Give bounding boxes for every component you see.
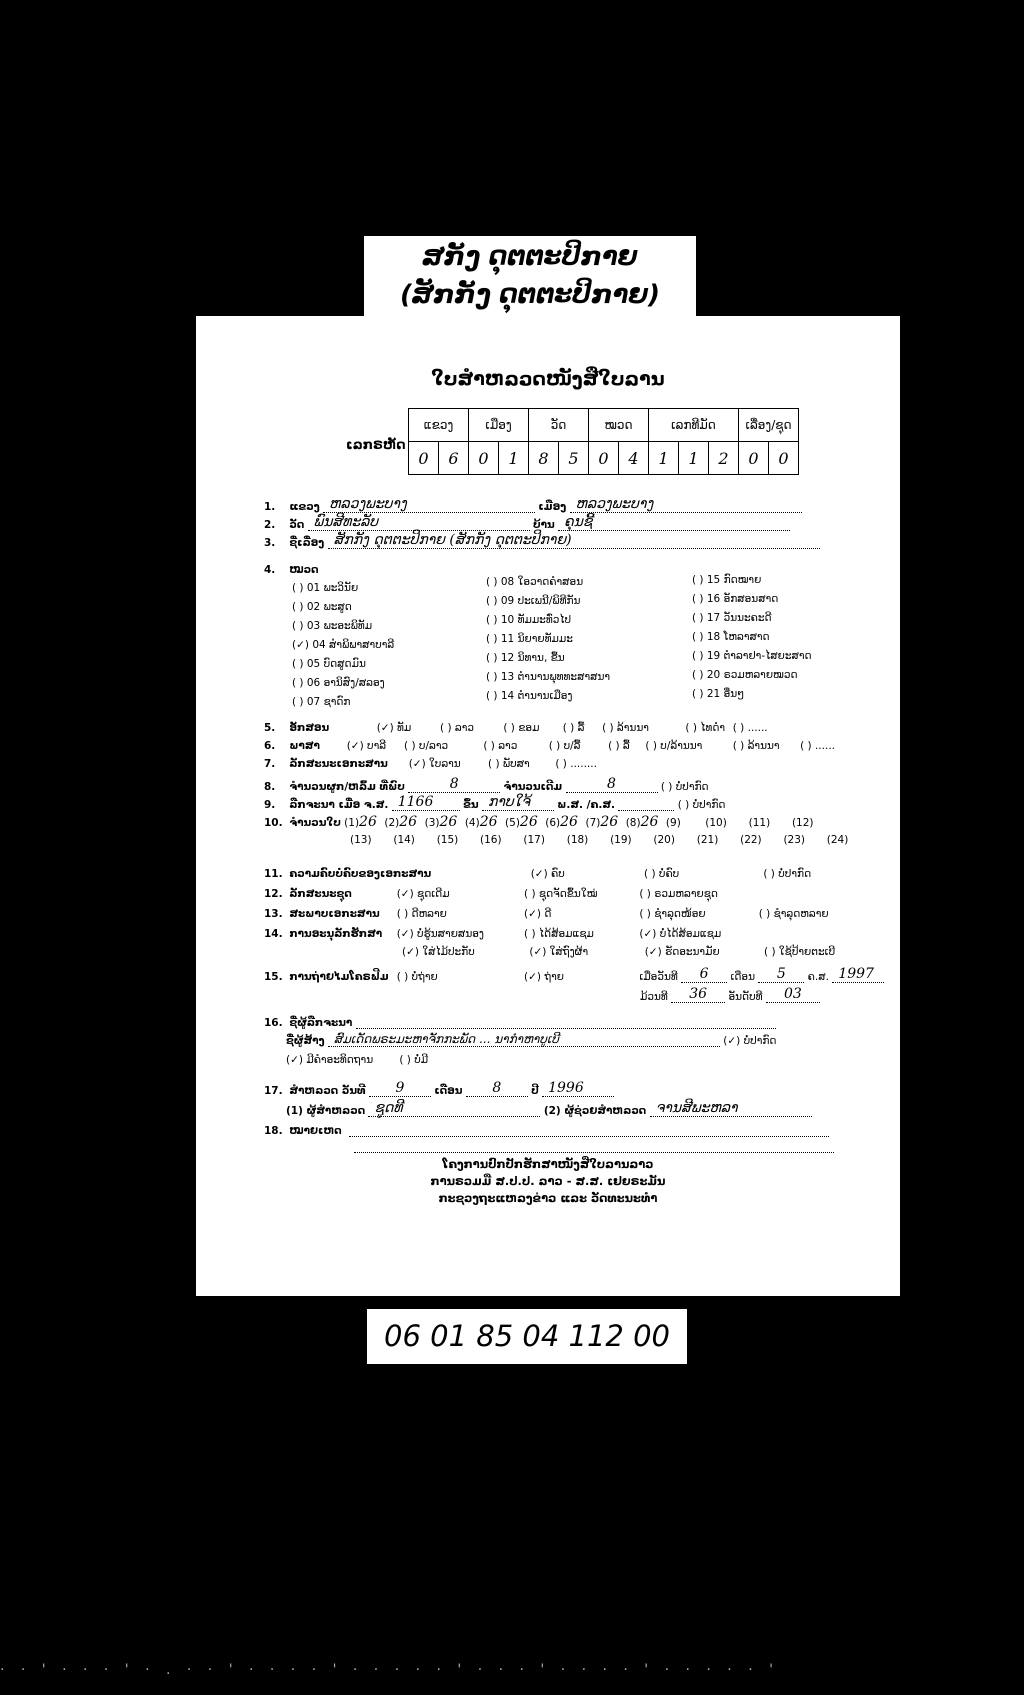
leaf-index: (22) xyxy=(740,834,762,846)
category-option: ( ) 15 ກົດໝາຍ xyxy=(692,574,762,586)
assistant-value: ຈານສີພະຫລາ xyxy=(650,1100,812,1117)
ref-digit: 0 xyxy=(589,442,619,475)
leaf-index: (3) xyxy=(424,817,440,829)
category-option: ( ) 18 ໂຫລາສາດ xyxy=(692,631,770,643)
language-option: ( ) ...... xyxy=(800,740,835,752)
language-option: (✓) ບາລີ xyxy=(346,740,387,752)
leaf-index: (20) xyxy=(653,834,675,846)
row-scribe xyxy=(264,1014,776,1029)
row-number: 8. xyxy=(264,781,276,793)
row-condition xyxy=(264,908,829,920)
script-option: ( ) ລາວ xyxy=(440,722,475,734)
remarks-line xyxy=(349,1122,829,1137)
category-option: ( ) 21 ອື່ນໆ xyxy=(692,688,745,700)
bundle-count-label: ຈໍານວນຜູກ/ຫລົ້ມ ທີ່ພົບ xyxy=(289,781,405,793)
category-option: ( ) 10 ທັມມະທົ່ວໄປ xyxy=(486,614,572,626)
row-number: 10. xyxy=(264,817,283,829)
ref-code-label: ເລກຣຫັດ xyxy=(346,438,406,453)
scribe-label: ຊື່ຜູ້ລືກຈະນາ xyxy=(289,1017,353,1029)
row-number: 11. xyxy=(264,868,283,880)
title-line-2: (ສັກກັງ ດຸຕຕະປິກາຍ) xyxy=(399,280,661,310)
district-label: ເມືອງ xyxy=(538,501,567,513)
category-option: (✓) 04 ສໍາພິພາສາບາລີ xyxy=(292,639,395,651)
ref-digit: 5 xyxy=(559,442,589,475)
condition-option: ( ) ຊໍາລຸດຫລາຍ xyxy=(758,908,829,920)
completeness-option: ( ) ບໍ່ປາກົດ xyxy=(763,868,812,880)
script-option: (✓) ທັມ xyxy=(376,722,412,734)
doc-type-label: ລັກສະນະເອກະສານ xyxy=(289,758,388,770)
ref-header-title: ເລື່ອງ/ຊຸດ xyxy=(739,409,799,442)
category-option: ( ) 20 ຣວມຫລາຍໝວດ xyxy=(692,669,798,681)
leaf-index: (23) xyxy=(783,834,805,846)
conservation-option: (✓) ໃສ່ໄມ້ປະກັບ xyxy=(402,946,475,958)
row-microfilm xyxy=(264,966,884,983)
language-option: ( ) ລື້ xyxy=(608,740,630,752)
leaf-index: (1) xyxy=(344,817,360,829)
leaf-index: (13) xyxy=(350,834,372,846)
leaf-count-value: 26 xyxy=(439,814,458,830)
province-value: ຫລວງພະບາງ xyxy=(323,496,535,513)
leaf-count-value: 26 xyxy=(560,814,578,830)
microfilm-date-label: ເມື່ອວັນທີ xyxy=(639,971,678,983)
microfilm-year-label: ຄ.ສ. xyxy=(807,971,829,983)
leaf-count-value: 26 xyxy=(519,814,538,830)
unknown-option: ( ) ບໍ່ປາກົດ xyxy=(677,799,726,811)
condition-option: ( ) ດີຫລາຍ xyxy=(396,908,447,920)
ref-digit: 0 xyxy=(769,442,799,475)
leaf-index: (9) xyxy=(665,817,681,829)
ref-digit: 0 xyxy=(469,442,499,475)
footer-line: ໂຄງການປົກປັກຮັກສາໜັງສືໃບລານລາວ xyxy=(442,1157,654,1171)
remarks-line xyxy=(354,1138,834,1153)
conservation-option: (✓) ບໍ່ຮູ້ນສາຍສນອງ xyxy=(396,928,484,940)
language-label: ພາສາ xyxy=(289,740,320,752)
language-option: ( ) ລາວ xyxy=(483,740,518,752)
ref-digit: 8 xyxy=(529,442,559,475)
category-option: ( ) 16 ອັກສອນສາດ xyxy=(692,593,779,605)
leaf-count-value: 26 xyxy=(359,814,377,830)
script-option: ( ) ໄທດໍາ xyxy=(685,722,726,734)
roll-label: ມ້ວນທີ xyxy=(640,991,668,1003)
row-province xyxy=(264,496,802,513)
survey-day: 9 xyxy=(369,1080,431,1097)
leaf-index: (4) xyxy=(464,817,480,829)
original-count-value: 8 xyxy=(566,776,658,793)
ref-digit: 1 xyxy=(649,442,679,475)
doc-type-option: ( ) ........ xyxy=(555,758,597,770)
category-option: ( ) 05 ບົດສູດມົນ xyxy=(292,658,366,670)
ref-header-district: ເມືອງ xyxy=(469,409,529,442)
leaf-index: (2) xyxy=(384,817,400,829)
leaf-count-value: 26 xyxy=(399,814,418,830)
film-edge-noise: · · ' · · · ' · . · · ' · · · · ' · · · · · ' · · · ' · · · · ' · · · · · ' xyxy=(0,1662,779,1678)
district-value: ຫລວງພະບາງ xyxy=(570,496,802,513)
temple-label: ວັດ xyxy=(289,519,305,531)
row-number: 15. xyxy=(264,971,283,983)
category-option: ( ) 13 ຕໍານານພຸທທະສາສນາ xyxy=(486,671,611,683)
row-conservation-2 xyxy=(402,946,835,958)
completeness-label: ຄວາມຄົບບໍ່ຄົບຂອງເອກະສານ xyxy=(289,868,432,880)
leaf-count-value: 26 xyxy=(640,814,659,830)
leaf-index: (12) xyxy=(791,817,814,829)
microfilm-option: ( ) ບໍ່ຖ່າຍ xyxy=(396,971,438,983)
row-surveyors xyxy=(286,1100,812,1117)
row-number: 16. xyxy=(264,1017,283,1029)
conservation-option: ( ) ໃຊ້ປ້າຍຕະເບີ xyxy=(764,946,836,958)
ref-header-bundle: ເລກທີມັດ xyxy=(649,409,739,442)
set-type-label: ລັກສະນະຊຸດ xyxy=(289,888,352,900)
footer-line: ກະຊວງຖະແຫລງຂ່າວ ແລະ ວັດທະນະທໍາ xyxy=(438,1191,658,1205)
microfilm-option: (✓) ຖ່າຍ xyxy=(524,971,565,983)
doc-type-option: ( ) ພັບສາ xyxy=(488,758,530,770)
bundle-count-value: 8 xyxy=(408,776,500,793)
remarks-line-2 xyxy=(354,1138,834,1153)
creator-unknown: (✓) ບໍ່ປາກົດ xyxy=(723,1035,777,1047)
leaf-count-value: 26 xyxy=(600,814,619,830)
conservation-option: (✓) ຮັດອະນາມັຍ xyxy=(644,946,720,958)
category-option: ( ) 17 ວັນນະຄະດີ xyxy=(692,612,772,624)
year-name-label: ຂຶ້ນ xyxy=(463,799,479,811)
leaf-count-value: 26 xyxy=(479,814,498,830)
category-option: ( ) 08 ໃອວາດຄໍາສອນ xyxy=(486,576,584,588)
remarks-label: ໝາຍເຫດ xyxy=(289,1125,342,1137)
condition-option: (✓) ດີ xyxy=(524,908,552,920)
ref-digit: 4 xyxy=(619,442,649,475)
row-number: 18. xyxy=(264,1125,283,1137)
leaf-index: (19) xyxy=(610,834,632,846)
row-set-type xyxy=(264,888,718,900)
language-option: ( ) ບ/ລາວ xyxy=(404,740,449,752)
row-dedication xyxy=(286,1054,428,1066)
microfilm-roll xyxy=(640,986,820,1003)
row-leaf-count-2 xyxy=(350,834,848,846)
script-option: ( ) ລື້ xyxy=(562,722,585,734)
leaf-index: (17) xyxy=(523,834,545,846)
bottom-reference-number: 06 01 85 04 112 00 xyxy=(367,1309,687,1364)
frame-label: ອັນດັບທີ xyxy=(728,991,763,1003)
row-script xyxy=(264,722,768,734)
year-name-value: ກາບໃຈ້ xyxy=(482,794,554,811)
row-number: 17. xyxy=(264,1085,283,1097)
footer-organization xyxy=(196,1156,900,1207)
leaf-count-label: ຈໍານວນໃບ xyxy=(289,817,341,829)
village-value: ຄຸນຊີ້ xyxy=(558,514,790,531)
language-option: ( ) ບ/ລ້ານນາ xyxy=(645,740,703,752)
script-option: ( ) ...... xyxy=(732,722,768,734)
row-number: 1. xyxy=(264,501,276,513)
doc-type-option: (✓) ໃບລານ xyxy=(408,758,461,770)
unknown-option: ( ) ບໍ່ປາກົດ xyxy=(660,781,709,793)
roll-value: 36 xyxy=(671,986,725,1003)
ref-digit: 6 xyxy=(439,442,469,475)
creator-value: ສົມເດັດພຣະມະຫາຈັກກະພັດ ... ນາກຳຫາບູເບີ xyxy=(328,1032,720,1047)
condition-option: ( ) ຊໍາລຸດໜ້ອຍ xyxy=(639,908,706,920)
ref-header-category: ໝວດ xyxy=(589,409,649,442)
leaf-index: (24) xyxy=(826,834,849,846)
row-number: 6. xyxy=(264,740,276,752)
category-option: ( ) 02 ພະສູດ xyxy=(292,601,352,613)
set-type-option: (✓) ຊຸດເດີມ xyxy=(396,888,450,900)
ref-digit: 1 xyxy=(679,442,709,475)
conservation-label: ການອະນຸລັກຮັກສາ xyxy=(289,928,383,940)
set-type-option: ( ) ຊຸດຈັດຂຶ້ນໃໝ່ xyxy=(524,888,598,900)
row-bundle-count xyxy=(264,776,709,793)
leaf-index: (15) xyxy=(436,834,459,846)
survey-month: 8 xyxy=(466,1080,528,1097)
row-creator xyxy=(286,1032,776,1047)
dedication-option: (✓) ມີຄໍາອະທິດຖານ xyxy=(286,1054,374,1066)
ref-digit: 2 xyxy=(709,442,739,475)
survey-date-label: ສໍາຫລວດ ວັນທີ xyxy=(289,1085,366,1097)
category-option: ( ) 12 ນິທານ, ຂື້ນ xyxy=(486,652,565,664)
category-option: ( ) 09 ປະເພນີ/ພິທີກັນ xyxy=(486,595,581,607)
form-title: ໃບສໍາຫລວດໜັງສືໃບລານ xyxy=(431,368,665,390)
row-leaf-count xyxy=(264,814,814,830)
row-language xyxy=(264,740,835,752)
language-option: ( ) ບ/ລື້ xyxy=(548,740,581,752)
microfilm-day: 6 xyxy=(681,966,727,983)
ref-digit: 0 xyxy=(739,442,769,475)
set-type-option: ( ) ຣວມຫລາຍຊຸດ xyxy=(639,888,718,900)
title-label xyxy=(364,236,696,316)
dedication-option: ( ) ບໍ່ມີ xyxy=(399,1054,429,1066)
completeness-option: (✓) ຄົບ xyxy=(530,868,565,880)
conservation-option: (✓) ບໍ່ໄດ້ສ້ອມແຊມ xyxy=(639,928,722,940)
leaf-index: (6) xyxy=(545,817,561,829)
row-doc-type xyxy=(264,758,597,770)
title-label: ຊື່ເລື່ອງ xyxy=(289,537,325,549)
leaf-index: (5) xyxy=(505,817,520,829)
language-option: ( ) ລ້ານນາ xyxy=(732,740,780,752)
completeness-option: ( ) ບໍ່ຄົບ xyxy=(644,868,680,880)
era-blank xyxy=(618,796,674,811)
leaf-index: (10) xyxy=(705,817,727,829)
row-number: 13. xyxy=(264,908,283,920)
row-number: 4. xyxy=(264,564,276,576)
category-option: ( ) 11 ນິຍາຍທັມມະ xyxy=(486,633,573,645)
row-number: 2. xyxy=(264,519,276,531)
row-completeness xyxy=(264,868,811,880)
microfilm-month-label: ເດືອນ xyxy=(730,971,755,983)
leaf-index: (8) xyxy=(625,817,641,829)
surveyor-label: (1) ຜູ້ສໍາຫລວດ xyxy=(286,1105,366,1117)
leaf-index: (7) xyxy=(585,817,601,829)
survey-year: 1996 xyxy=(542,1080,614,1097)
category-option: ( ) 14 ຕໍານານເມືອງ xyxy=(486,690,573,702)
row-category xyxy=(264,564,319,576)
row-number: 7. xyxy=(264,758,276,770)
script-label: ອັກສອນ xyxy=(289,722,330,734)
script-option: ( ) ຂອມ xyxy=(503,722,540,734)
script-option: ( ) ລ້ານນາ xyxy=(602,722,649,734)
row-remarks xyxy=(264,1122,829,1137)
category-option: ( ) 01 ພະວິນັຍ xyxy=(292,582,359,594)
ref-code-table xyxy=(408,408,799,475)
row-number: 14. xyxy=(264,928,283,940)
frame-value: 03 xyxy=(766,986,820,1003)
conservation-option: (✓) ໃສ່ຖົງຜ້າ xyxy=(529,946,589,958)
ref-digit: 1 xyxy=(499,442,529,475)
title-line-1: ສກັງ ດຸຕຕະປິກາຍ xyxy=(422,242,638,272)
temple-value: ພົນສີທະລັບ xyxy=(308,514,530,531)
leaf-index: (18) xyxy=(566,834,589,846)
surveyor-value: ຊູດທີ xyxy=(368,1100,540,1117)
ref-header-temple: ວັດ xyxy=(529,409,589,442)
leaf-index: (21) xyxy=(696,834,719,846)
village-label: ບ້ານ xyxy=(532,519,555,531)
conservation-option: ( ) ໄດ້ສ້ອມແຊມ xyxy=(524,928,594,940)
era-label: ພ.ສ. /ຄ.ສ. xyxy=(557,799,616,811)
title-value: ສັກກັງ ດຸຕຕະປິກາຍ (ສັກກັງ ດຸຕຕະປິກາຍ) xyxy=(328,532,820,549)
row-number: 5. xyxy=(264,722,276,734)
ref-digit: 0 xyxy=(409,442,439,475)
row-inscription-date xyxy=(264,794,725,811)
scribe-blank xyxy=(356,1014,776,1029)
row-survey-date xyxy=(264,1080,614,1097)
row-number: 9. xyxy=(264,799,276,811)
condition-label: ສະພາບເອກະສານ xyxy=(289,908,380,920)
category-option: ( ) 19 ຕໍາລາຢາ-ໄສຍະສາດ xyxy=(692,650,812,662)
original-count-label: ຈໍານວນເດີມ xyxy=(503,781,563,793)
row-temple xyxy=(264,514,790,531)
row-title xyxy=(264,532,820,549)
survey-year-label: ປີ xyxy=(531,1085,539,1097)
category-option: ( ) 03 ພະອະພິທັມ xyxy=(292,620,373,632)
cs-year-value: 1166 xyxy=(392,794,460,811)
survey-month-label: ເດືອນ xyxy=(434,1085,463,1097)
microfilm-year: 1997 xyxy=(832,966,884,983)
row-conservation xyxy=(264,928,721,940)
row-number: 3. xyxy=(264,537,276,549)
assistant-label: (2) ຜູ້ຊ່ວຍສໍາຫລວດ xyxy=(543,1105,647,1117)
leaf-index: (14) xyxy=(393,834,415,846)
leaf-index: (16) xyxy=(480,834,502,846)
leaf-index: (11) xyxy=(748,817,771,829)
category-option: ( ) 07 ຊາດົກ xyxy=(292,696,351,708)
microfilm-month: 5 xyxy=(758,966,804,983)
province-label: ແຂວງ xyxy=(289,501,320,513)
category-label: ໝວດ xyxy=(289,564,319,576)
survey-sheet xyxy=(196,316,900,1296)
inscription-label: ລືກຈະນາ ເມື່ອ ຈ.ສ. xyxy=(289,799,389,811)
row-number: 12. xyxy=(264,888,283,900)
footer-line: ການຣວມມື ສ.ປ.ປ. ລາວ - ສ.ສ. ເຢຍຣະມັນ xyxy=(430,1174,666,1188)
microfilm-label: ການຖ່າຍໄມໂຄຣຟີມ xyxy=(289,971,389,983)
creator-label: ຊື່ຜູ້ສ້າງ xyxy=(286,1035,325,1047)
ref-header-province: ແຂວງ xyxy=(409,409,469,442)
category-option: ( ) 06 ອານິສົງ/ສລອງ xyxy=(292,677,385,689)
